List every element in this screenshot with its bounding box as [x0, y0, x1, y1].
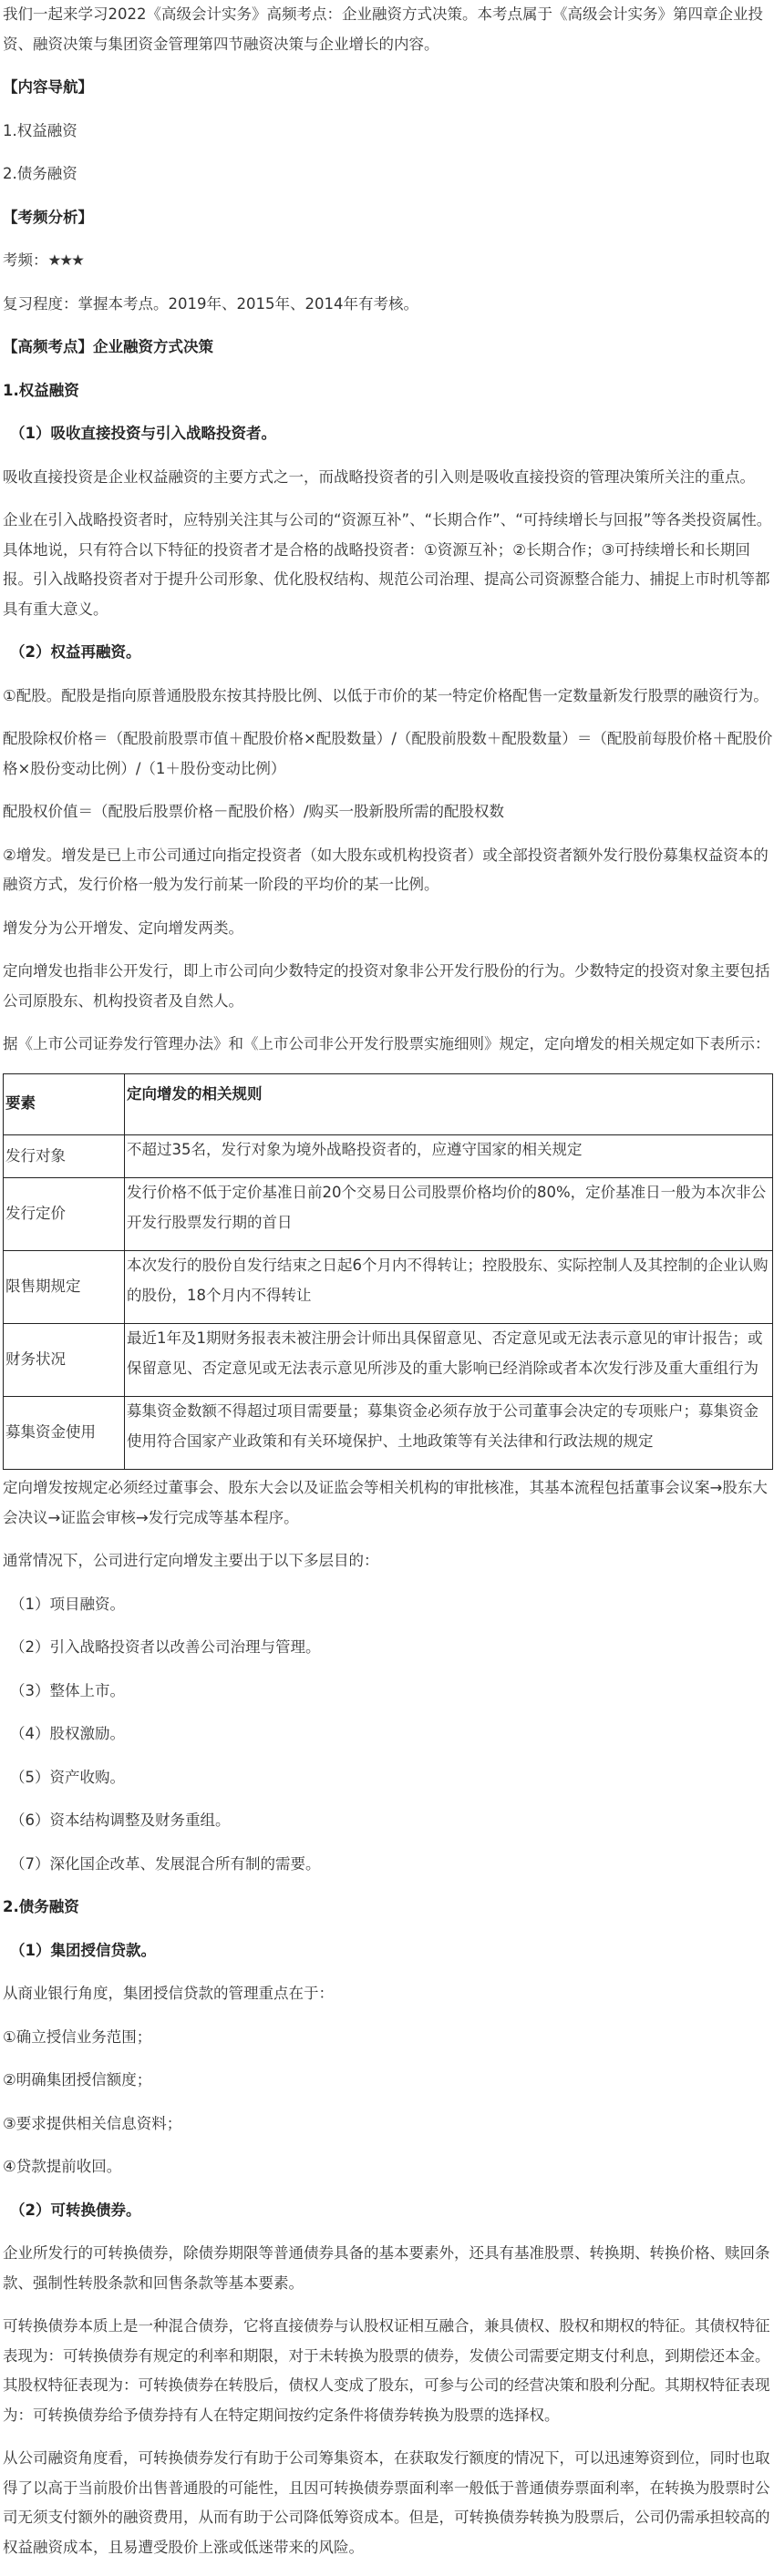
- list-item: ①确立授信业务范围；: [3, 2027, 152, 2046]
- paragraph: 定向增发按规定必须经过董事会、股东大会以及证监会等相关机构的审批核准，其基本流程包括董事会议案→股东大会决议→证监会审核→发行完成等基本程序。: [3, 1479, 768, 1526]
- subheading: （2）可转换债券。: [10, 2201, 141, 2219]
- table-cell-rule: 不超过35名，发行对象为境外战略投资者的，应遵守国家的相关规定: [125, 1134, 773, 1178]
- section-heading-equity: 1.权益融资: [3, 381, 79, 399]
- frequency-stars: ★★★: [47, 251, 83, 269]
- purpose-item: （4）股权激励。: [10, 1725, 125, 1742]
- table-cell-element: 发行对象: [4, 1134, 125, 1178]
- intro-paragraph: 我们一起来学习2022《高级会计实务》高频考点：企业融资方式决策。本考点属于《高级会计实务》第四章企业投资、融资决策与集团资金管理第四节融资决策与企业增长的内容。: [3, 5, 763, 53]
- table-row: [4, 1251, 773, 1324]
- frequency-line: [3, 246, 774, 276]
- list-item: ④贷款提前收回。: [3, 2158, 122, 2175]
- formula-ex-rights-price: 配股除权价格＝（配股前股票市值＋配股价格×配股数量）/（配股前股数＋配股数量）＝（配股前每股价格＋配股价格×股份变动比例）/（1＋股份变动比例）: [3, 730, 773, 777]
- table-cell-rule: 募集资金数额不得超过项目需要量；募集资金必须存放于公司董事会决定的专项账户；募集资金使用符合国家产业政策和有关环境保护、土地政策等有关法律和行政法规的规定: [125, 1397, 773, 1470]
- topic-heading: 【高频考点】企业融资方式决策: [3, 338, 213, 355]
- purpose-item: （5）资产收购。: [10, 1768, 125, 1786]
- subheading: （1）集团授信贷款。: [10, 1941, 156, 1959]
- table-row: [4, 1324, 773, 1397]
- nav-heading: 【内容导航】: [3, 78, 93, 96]
- frequency-label: 考频：: [3, 251, 48, 269]
- analysis-heading: 【考频分析】: [3, 208, 93, 226]
- paragraph: 从公司融资角度看，可转换债券发行有助于公司筹集资本，在获取发行额度的情况下，可以迅速筹资到位，同时也取得了以高于当前股价出售普通股的可能性，且因可转换债券票面利率一般低于普通债券票面利率，在转换为股票时公司无须支付额外的融资费用，从而有助于公司降低筹资成本。但是，可转换债券转换为股票后，公司仍需承担较高的权益融资成本，且易遭受股价上涨或低迷带来的风险。: [3, 2449, 770, 2556]
- table-header: 定向增发的相关规则: [125, 1073, 773, 1134]
- table-cell-element: 发行定价: [4, 1178, 125, 1251]
- list-item: ②明确集团授信额度；: [3, 2071, 152, 2089]
- table-cell-element: 募集资金使用: [4, 1397, 125, 1470]
- nav-item: 2.债务融资: [3, 165, 77, 182]
- paragraph: 从商业银行角度，集团授信贷款的管理重点在于：: [3, 1985, 334, 2002]
- paragraph: 定向增发也指非公开发行，即上市公司向少数特定的投资对象非公开发行股份的行为。少数特定的投资对象主要包括公司原股东、机构投资者及自然人。: [3, 962, 770, 1010]
- paragraph: ②增发。增发是已上市公司通过向指定投资者（如大股东或机构投资者）或全部投资者额外发行股份募集权益资本的融资方式，发行价格一般为发行前某一阶段的平均价的某一比例。: [3, 846, 769, 893]
- table-header-row: [4, 1073, 773, 1134]
- paragraph: 增发分为公开增发、定向增发两类。: [3, 919, 243, 937]
- table-cell-rule: 发行价格不低于定价基准日前20个交易日公司股票价格均价的80%，定价基准日一般为本次非公开发行股票发行期的首日: [125, 1178, 773, 1251]
- table-header: 要素: [4, 1073, 125, 1134]
- nav-item: 1.权益融资: [3, 121, 77, 139]
- paragraph: 吸收直接投资是企业权益融资的主要方式之一，而战略投资者的引入则是吸收直接投资的管理决策所关注的重点。: [3, 467, 755, 486]
- private-placement-rules-table: [3, 1073, 773, 1471]
- purpose-item: （2）引入战略投资者以改善公司治理与管理。: [10, 1638, 321, 1656]
- paragraph: 企业在引入战略投资者时，应特别关注其与公司的“资源互补”、“长期合作”、“可持续增长与回报”等各类投资属性。具体地说，只有符合以下特征的投资者才是合格的战略投资者：①资源互补；②长期合作；③可持续增长和长期回报。引入战略投资者对于提升公司形象、优化股权结构、规范公司治理、提高公司资源整合能力、捕捉上市时机等都具有重大意义。: [3, 511, 772, 618]
- table-cell-element: 限售期规定: [4, 1251, 125, 1324]
- subheading: （1）吸收直接投资与引入战略投资者。: [10, 425, 276, 442]
- purpose-item: （7）深化国企改革、发展混合所有制的需要。: [10, 1854, 321, 1873]
- paragraph: 可转换债券本质上是一种混合债券，它将直接债券与认股权证相互融合，兼具债权、股权和期权的特征。其债权特征表现为：可转换债券有规定的利率和期限，对于未转换为股票的债券，发债公司需要定期支付利息，到期偿还本金。其股权特征表现为：可转换债券在转股后，债权人变成了股东，可参与公司的经营决策和股利分配。其期权特征表现为：可转换债券给予债券持有人在特定期间按约定条件将债券转换为股票的选择权。: [3, 2317, 770, 2424]
- section-heading-debt: 2.债务融资: [3, 1898, 79, 1915]
- purpose-item: （1）项目融资。: [10, 1595, 125, 1613]
- table-cell-rule: 本次发行的股份自发行结束之日起6个月内不得转让；控股股东、实际控制人及其控制的企业认购的股份，18个月内不得转让: [125, 1251, 773, 1324]
- table-row: [4, 1178, 773, 1251]
- table-cell-rule: 最近1年及1期财务报表未被注册会计师出具保留意见、否定意见或无法表示意见的审计报告；或保留意见、否定意见或无法表示意见所涉及的重大影响已经消除或者本次发行涉及重大重组行为: [125, 1324, 773, 1397]
- table-row: [4, 1134, 773, 1178]
- subheading: （2）权益再融资。: [10, 643, 141, 661]
- paragraph: 据《上市公司证券发行管理办法》和《上市公司非公开发行股票实施细则》规定，定向增发的相关规定如下表所示：: [3, 1035, 770, 1052]
- paragraph: 企业所发行的可转换债券，除债券期限等普通债券具备的基本要素外，还具有基准股票、转换期、转换价格、赎回条款、强制性转股条款和回售条款等基本要素。: [3, 2244, 770, 2292]
- formula-rights-value: 配股权价值＝（配股后股票价格－配股价格）/购买一股新股所需的配股权数: [3, 803, 505, 820]
- list-item: ③要求提供相关信息资料；: [3, 2114, 182, 2132]
- purpose-item: （6）资本结构调整及财务重组。: [10, 1811, 231, 1829]
- table-cell-element: 财务状况: [4, 1324, 125, 1397]
- paragraph: ①配股。配股是指向原普通股股东按其持股比例、以低于市价的某一特定价格配售一定数量新发行股票的融资行为。: [3, 686, 769, 704]
- table-row: [4, 1397, 773, 1470]
- paragraph: 通常情况下，公司进行定向增发主要出于以下多层目的：: [3, 1552, 379, 1569]
- purpose-item: （3）整体上市。: [10, 1681, 125, 1699]
- review-level: 复习程度：掌握本考点。2019年、2015年、2014年有考核。: [3, 294, 418, 313]
